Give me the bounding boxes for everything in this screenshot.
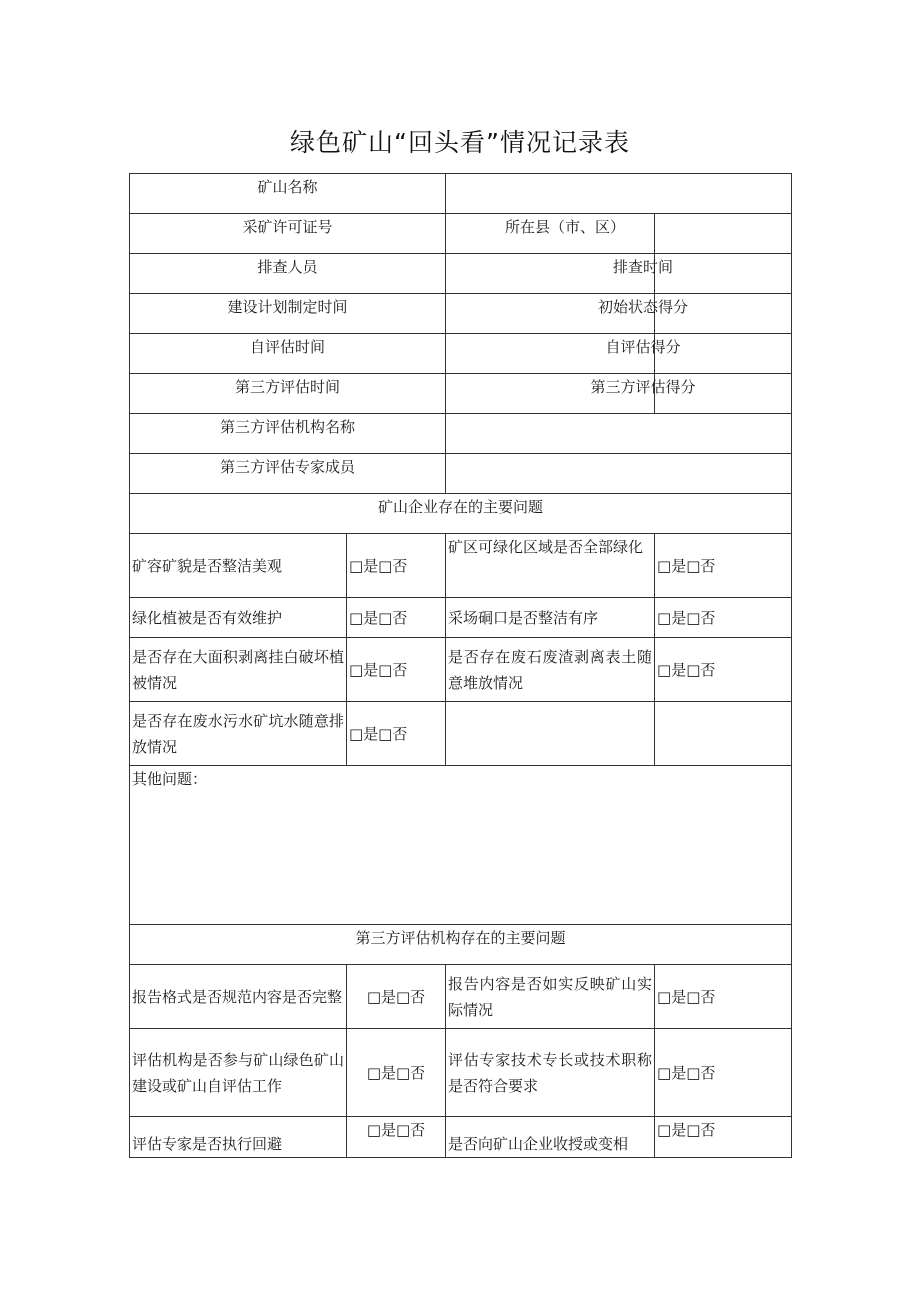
table-row [130,214,792,254]
check-option[interactable]: □是□否 [347,598,446,638]
table-row [130,702,792,766]
check-item: 评估专家技术专长或技术职称是否符合要求 [446,1029,655,1117]
third-section-title: 第三方评估机构存在的主要问题 [130,925,792,965]
check-option[interactable]: □是□否 [655,598,792,638]
table-row [130,766,792,925]
check-option[interactable]: □是□否 [347,534,446,598]
initial-score-label: 初始状态得分 [598,298,689,316]
self-eval-time-label: 自评估时间 [130,334,446,374]
check-option[interactable]: □是□否 [347,638,446,702]
check-item: 采场硐口是否整洁有序 [446,598,655,638]
check-item: 评估专家是否执行回避 [130,1117,347,1158]
check-item: 矿容矿貌是否整洁美观 [130,534,347,598]
other-issues-label: 其他问题： [132,770,208,788]
table-row [130,374,792,414]
county-label: 所在县（市、区） [505,218,626,236]
check-item: 报告格式是否规范内容是否完整 [130,965,347,1029]
table-row [130,638,792,702]
check-item: 是否存在废石废渣剥离表土随意堆放情况 [446,638,655,702]
record-form-table [129,173,792,1158]
license-no-label: 采矿许可证号 [130,214,446,254]
check-option[interactable]: □是□否 [655,965,792,1029]
table-row [130,294,792,334]
check-item: 绿化植被是否有效维护 [130,598,347,638]
table-row [130,925,792,965]
check-option[interactable]: □是□否 [655,1029,792,1117]
check-option[interactable]: □是□否 [347,1029,446,1117]
inspect-time-label: 排查时间 [613,258,674,276]
check-item: 是否存在废水污水矿坑水随意排放情况 [130,702,347,766]
empty-cell [446,702,655,766]
third-experts-value[interactable] [446,454,792,494]
check-item: 评估机构是否参与矿山绿色矿山建设或矿山自评估工作 [130,1029,347,1117]
check-item: 是否向矿山企业收授或变相 [446,1117,655,1158]
third-eval-score-label-cell [590,374,792,414]
inspectors-label: 排查人员 [130,254,446,294]
other-issues-field[interactable] [130,766,792,925]
plan-time-label: 建设计划制定时间 [130,294,446,334]
table-row [130,965,792,1029]
check-option[interactable]: □是□否 [347,965,446,1029]
inspect-time-label-cell [613,254,792,294]
table-row [130,494,792,534]
check-option[interactable]: □是□否 [347,1117,446,1158]
table-row [130,254,792,294]
check-option[interactable]: □是□否 [655,638,792,702]
check-item: 是否存在大面积剥离挂白破坏植被情况 [130,638,347,702]
self-eval-score-label: 自评估得分 [605,338,681,356]
county-label-cell [505,214,792,254]
table-row [130,534,792,598]
check-item: 报告内容是否如实反映矿山实际情况 [446,965,655,1029]
third-org-name-value[interactable] [446,414,792,454]
initial-score-label-cell [598,294,792,334]
check-item: 矿区可绿化区域是否全部绿化 [446,534,655,598]
check-option[interactable]: □是□否 [655,1117,792,1158]
table-row [130,174,792,214]
table-row [130,1117,792,1158]
page-title: 绿色矿山“回头看”情况记录表 [290,128,630,157]
third-org-name-label: 第三方评估机构名称 [130,414,446,454]
mine-name-label: 矿山名称 [130,174,446,214]
third-eval-time-label: 第三方评估时间 [130,374,446,414]
mine-section-title: 矿山企业存在的主要问题 [130,494,792,534]
table-row [130,1029,792,1117]
table-row [130,454,792,494]
check-option[interactable]: □是□否 [655,534,792,598]
table-row [130,598,792,638]
table-row [130,334,792,374]
table-row [130,414,792,454]
mine-name-value[interactable] [446,174,792,214]
self-eval-score-label-cell [605,334,792,374]
third-experts-label: 第三方评估专家成员 [130,454,446,494]
check-option[interactable]: □是□否 [347,702,446,766]
third-eval-score-label: 第三方评估得分 [590,378,696,396]
empty-cell [655,702,792,766]
